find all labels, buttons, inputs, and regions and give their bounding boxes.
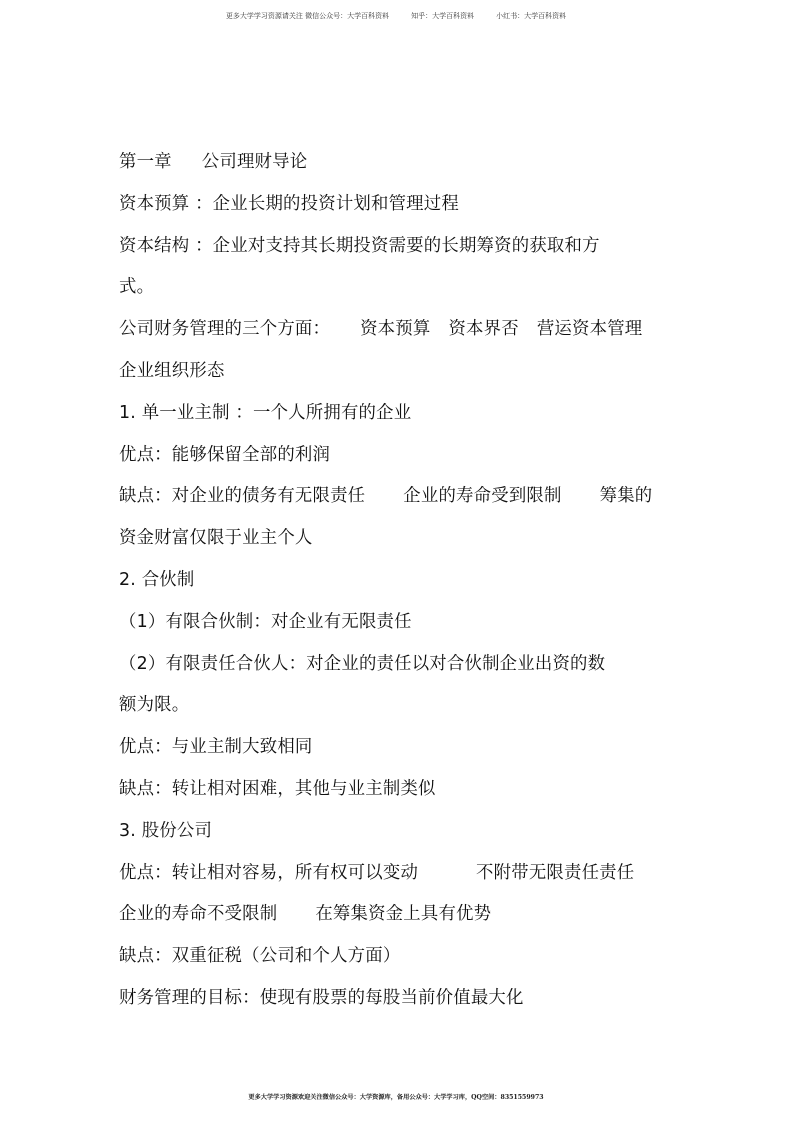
- chapter-number: 第一章: [119, 152, 172, 172]
- text-line: 3. 股份公司: [119, 820, 213, 841]
- page-footer: 更多大学学习资源欢迎关注微信公众号：大学资源库，备用公众号：大学学习库，QQ空间：8351559973: [248, 1094, 544, 1101]
- text-line: 资本预算 ：企业长期的投资计划和管理过程: [119, 193, 459, 214]
- text-line: 资本结构 ：企业对支持其长期投资需要的长期筹资的获取和方: [119, 235, 600, 256]
- text-line: 缺点：对企业的债务有无限责任 企业的寿命受到限制 筹集的: [119, 486, 653, 507]
- chapter-name: 公司理财导论: [201, 152, 308, 172]
- text-line: 额为限。: [119, 695, 190, 716]
- header-zhihu: 知乎：大学百科资料: [411, 12, 475, 20]
- section-heading: 企业组织形态: [119, 360, 225, 381]
- text-line: 缺点：转让相对困难，其他与业主制类似: [119, 778, 436, 799]
- text-line: 优点：转让相对容易，所有权可以变动 不附带无限责任责任: [119, 862, 635, 883]
- text-line: 式。: [119, 277, 155, 298]
- text-line: 公司财务管理的三个方面： 资本预算 资本界否 营运资本管理: [119, 319, 643, 340]
- text-line: 企业的寿命不受限制 在筹集资金上具有优势: [119, 904, 492, 925]
- text-line: 缺点：双重征税（公司和个人方面）: [119, 946, 401, 967]
- text-line: 财务管理的目标：使现有股票的每股当前价值最大化: [119, 987, 524, 1008]
- text-line: （1）有限合伙制：对企业有无限责任: [119, 611, 412, 632]
- header-xiaohongshu: 小红书：大学百科资料: [496, 12, 567, 20]
- header-wechat: 更多大学学习资源请关注 微信公众号：大学百科资料: [225, 12, 390, 20]
- document-body: [119, 147, 679, 1025]
- chapter-title: [119, 147, 679, 189]
- text-line: 优点：能够保留全部的利润: [119, 444, 331, 465]
- page-header: [0, 11, 792, 21]
- text-line: 1. 单一业主制 ：一个人所拥有的企业: [119, 402, 412, 423]
- text-line: （2）有限责任合伙人：对企业的责任以对合伙制企业出资的数: [119, 653, 606, 674]
- text-line: 2. 合伙制: [119, 569, 195, 590]
- text-line: 资金财富仅限于业主个人: [119, 528, 313, 549]
- text-line: 优点：与业主制大致相同: [119, 737, 313, 758]
